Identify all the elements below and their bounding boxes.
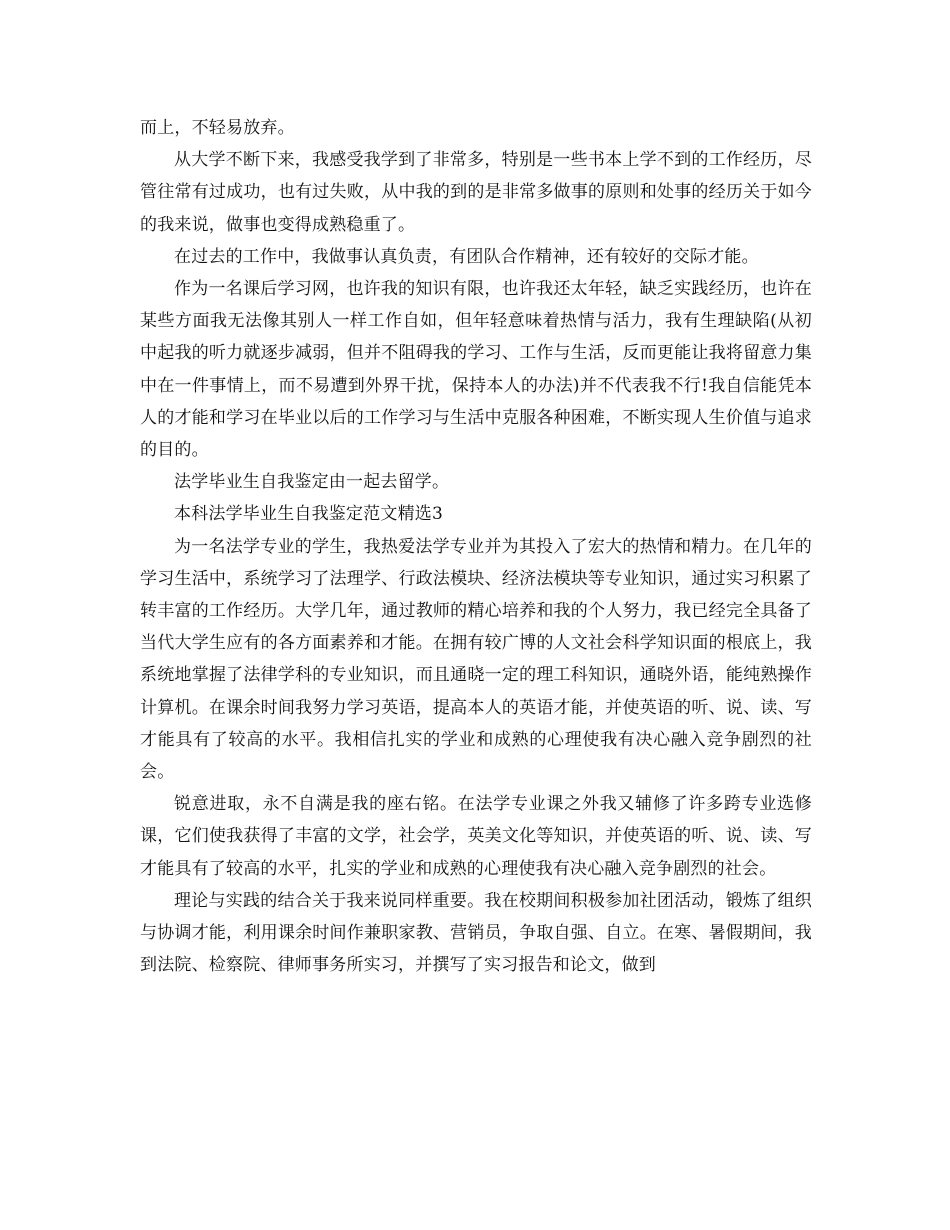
paragraph-2: 从大学不断下来，我感受我学到了非常多，特别是一些书本上学不到的工作经历，尽管往常有过成功，也有过失败，从中我的到的是非常多做事的原则和处事的经历关于如今的我来说，做事也变得成熟稳重了。 [140, 150, 812, 235]
paragraph-3: 在过去的工作中，我做事认真负责，有团队合作精神，还有较好的交际才能。 [174, 246, 759, 267]
section-heading: 本科法学毕业生自我鉴定范文精选3 [174, 504, 444, 525]
paragraph-5: 法学毕业生自我鉴定由一起去留学。 [174, 472, 450, 493]
paragraph-9: 理论与实践的结合关于我来说同样重要。我在校期间积极参加社团活动，锻炼了组织与协调才能，利用课余时间作兼职家教、营销员，争取自强、自立。在寒、暑假期间，我到法院、检察院、律师事务所实习，并撰写了实习报告和论文，做到 [140, 890, 812, 976]
paragraph-1: 而上，不轻易放弃。 [140, 118, 295, 138]
paragraph-7: 为一名法学专业的学生，我热爱法学专业并为其投入了宏大的热情和精力。在几年的学习生活中，系统学习了法理学、行政法模块、经济法模块等专业知识，通过实习积累了转丰富的工作经历。大学几年，通过教师的精心培养和我的个人努力，我已经完全具备了当代大学生应有的各方面素养和才能。在拥有较广博的人文社会科学知识面的根底上，我系统地掌握了法律学科的专业知识，而且通晓一定的理工科知识，通晓外语，能纯熟操作计算机。在课余时间我努力学习英语，提高本人的英语才能，并使英语的听、说、读、写才能具有了较高的水平。我相信扎实的学业和成熟的心理使我有决心融入竞争剧烈的社会。 [140, 536, 812, 783]
paragraph-8: 锐意进取，永不自满是我的座右铭。在法学专业课之外我又辅修了许多跨专业选修课，它们使我获得了丰富的文学，社会学，英美文化等知识，并使英语的听、说、读、写才能具有了较高的水平，扎实的学业和成熟的心理使我有决心融入竞争剧烈的社会。 [140, 794, 812, 879]
paragraph-4: 作为一名课后学习网，也许我的知识有限，也许我还太年轻，缺乏实践经历，也许在某些方面我无法像其别人一样工作自如，但年轻意味着热情与活力，我有生理缺陷(从初中起我的听力就逐步减弱，但并不阻碍我的学习、工作与生活，反而更能让我将留意力集中在一件事情上，而不易遭到外界干扰，保持本人的办法)并不代表我不行!我自信能凭本人的才能和学习在毕业以后的工作学习与生活中克服各种困难，不断实现人生价值与追求的目的。 [140, 279, 812, 461]
document-body [140, 112, 812, 981]
